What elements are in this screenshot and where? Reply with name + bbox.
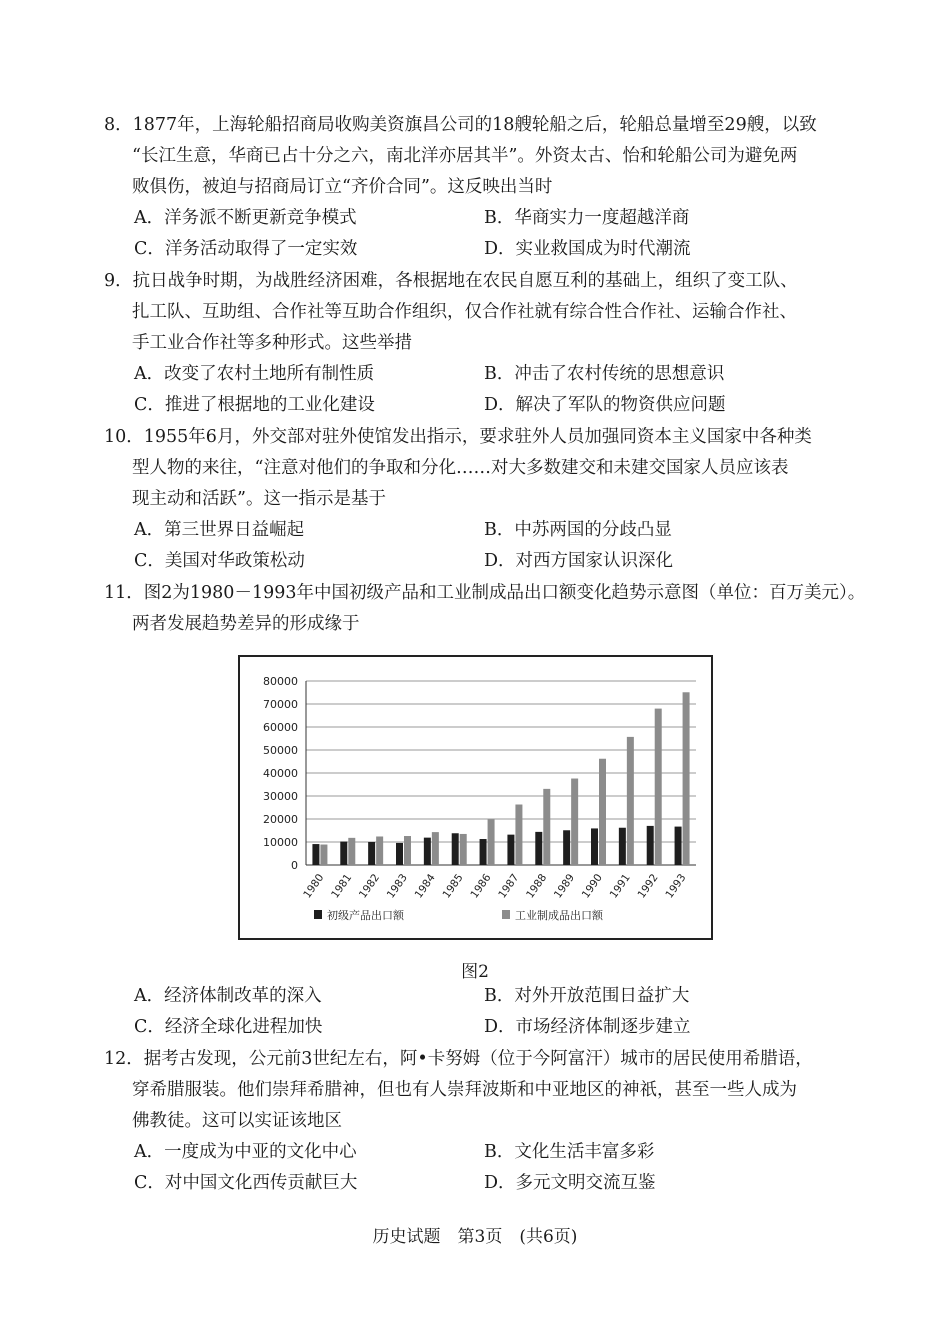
y-tick-label: 10000 [263,836,298,849]
bar-primary-products [563,830,570,865]
question-9-line-1: 9．抗日战争时期，为战胜经济困难，各根据地在农民自愿互利的基础上，组织了变工队、 [104,271,798,291]
x-tick-label: 1982 [356,871,383,901]
page-footer: 历史试题 第3页 (共6页) [372,1227,578,1247]
y-tick-label: 40000 [263,767,298,780]
option-c: C．经济全球化进程加快 [134,1017,323,1037]
figure-caption: 图2 [461,962,489,982]
x-tick-label: 1980 [301,871,327,901]
option-c: C．洋务活动取得了一定实效 [134,239,358,259]
legend-swatch [502,910,510,919]
question-11-line-2: 两者发展趋势差异的形成缘于 [132,614,360,634]
question-10-line-3: 现主动和活跃”。这一指示是基于 [132,489,386,509]
y-tick-label: 70000 [263,698,298,711]
legend-label: 工业制成品出口额 [515,909,603,922]
question-8-line-2: “长江生意，华商已占十分之六，南北洋亦居其半”。外资太古、怡和轮船公司为避免两 [132,146,798,166]
option-c: C．美国对华政策松动 [134,551,305,571]
bar-manufactured-goods [683,692,690,865]
bar-primary-products [424,838,431,865]
x-tick-label: 1988 [524,871,550,901]
option-b: B．文化生活丰富多彩 [484,1142,655,1162]
question-8-line-1: 8．1877年，上海轮船招商局收购美资旗昌公司的18艘轮船之后，轮船总量增至29艘，以致 [104,115,817,135]
option-d: D．市场经济体制逐步建立 [484,1017,691,1037]
question-9-options [134,359,834,421]
x-tick-label: 1984 [412,871,438,901]
question-11-line-1: 11．图2为1980－1993年中国初级产品和工业制成品出口额变化趋势示意图（单位：百万美元）。 [104,583,866,603]
question-10-line-2: 型人物的来往，“注意对他们的争取和分化……对大多数建交和未建交国家人员应该表 [132,458,789,478]
question-12 [104,1044,854,1137]
bar-primary-products [591,828,598,865]
option-d: D．解决了军队的物资供应问题 [484,395,726,415]
bar-manufactured-goods [320,845,327,865]
x-tick-label: 1981 [329,871,355,901]
option-b: B．冲击了农村传统的思想意识 [484,364,725,384]
bar-primary-products [619,828,626,865]
legend-swatch [314,910,322,919]
question-12-line-1: 12．据考古发现，公元前3世纪左右，阿•卡努姆（位于今阿富汗）城市的居民使用希腊语， [104,1049,813,1069]
question-12-options [134,1137,834,1199]
bar-primary-products [675,827,682,865]
option-c: C．对中国文化西传贡献巨大 [134,1173,358,1193]
bar-primary-products [452,833,459,865]
bar-primary-products [535,832,542,865]
bar-primary-products [396,843,403,865]
bar-primary-products [480,839,487,865]
question-9 [104,266,854,359]
question-12-line-3: 佛教徒。这可以实证该地区 [132,1111,342,1131]
question-11 [104,578,866,640]
bar-primary-products [312,844,319,865]
x-tick-label: 1985 [440,871,466,901]
question-10-options [134,515,834,577]
legend-label: 初级产品出口额 [327,909,404,922]
bar-manufactured-goods [515,805,522,865]
bar-manufactured-goods [376,836,383,865]
question-8-options [134,203,834,265]
x-tick-label: 1987 [496,871,522,901]
x-tick-label: 1989 [551,871,578,901]
question-12-line-2: 穿希腊服装。他们崇拜希腊神，但也有人崇拜波斯和中亚地区的神祇，甚至一些人成为 [132,1080,797,1100]
x-tick-label: 1983 [384,871,410,901]
bar-primary-products [368,842,375,865]
x-tick-label: 1991 [607,871,633,901]
bar-primary-products [340,842,347,865]
x-tick-label: 1986 [468,871,494,901]
question-10 [104,422,854,515]
option-a: A．一度成为中亚的文化中心 [134,1142,357,1162]
y-tick-label: 0 [291,859,298,872]
bar-manufactured-goods [404,836,411,865]
x-tick-label: 1992 [635,871,661,901]
option-c: C．推进了根据地的工业化建设 [134,395,375,415]
x-tick-label: 1990 [579,871,605,901]
option-d: D．多元文明交流互鉴 [484,1173,656,1193]
y-tick-label: 50000 [263,744,298,757]
question-11-options [134,981,834,1043]
x-tick-label: 1993 [663,871,689,901]
option-a: A．洋务派不断更新竞争模式 [134,208,357,228]
y-tick-label: 80000 [263,675,298,688]
bar-manufactured-goods [655,709,662,865]
option-a: A．第三世界日益崛起 [134,520,305,540]
option-b: B．华商实力一度超越洋商 [484,208,690,228]
bar-manufactured-goods [571,779,578,865]
option-a: A．经济体制改革的深入 [134,986,322,1006]
bar-manufactured-goods [543,789,550,865]
export-chart [238,655,713,940]
option-b: B．对外开放范围日益扩大 [484,986,690,1006]
bar-manufactured-goods [460,834,467,865]
bar-manufactured-goods [627,737,634,865]
bar-manufactured-goods [348,838,355,865]
option-d: D．对西方国家认识深化 [484,551,674,571]
y-tick-label: 30000 [263,790,298,803]
bar-manufactured-goods [488,819,495,865]
question-10-line-1: 10．1955年6月，外交部对驻外使馆发出指示，要求驻外人员加强同资本主义国家中各种类 [104,427,812,447]
option-a: A．改变了农村土地所有制性质 [134,364,375,384]
question-9-line-2: 扎工队、互助组、合作社等互助合作组织，仅合作社就有综合性合作社、运输合作社、 [132,302,797,322]
option-b: B．中苏两国的分歧凸显 [484,520,672,540]
y-tick-label: 20000 [263,813,298,826]
bar-primary-products [647,826,654,865]
bar-manufactured-goods [599,759,606,865]
question-8 [104,110,854,203]
question-9-line-3: 手工业合作社等多种形式。这些举措 [132,333,412,353]
y-tick-label: 60000 [263,721,298,734]
bar-manufactured-goods [432,832,439,865]
bar-primary-products [507,835,514,865]
export-chart-svg [240,657,711,938]
question-8-line-3: 败俱伤，被迫与招商局订立“齐价合同”。这反映出当时 [132,177,553,197]
option-d: D．实业救国成为时代潮流 [484,239,691,259]
